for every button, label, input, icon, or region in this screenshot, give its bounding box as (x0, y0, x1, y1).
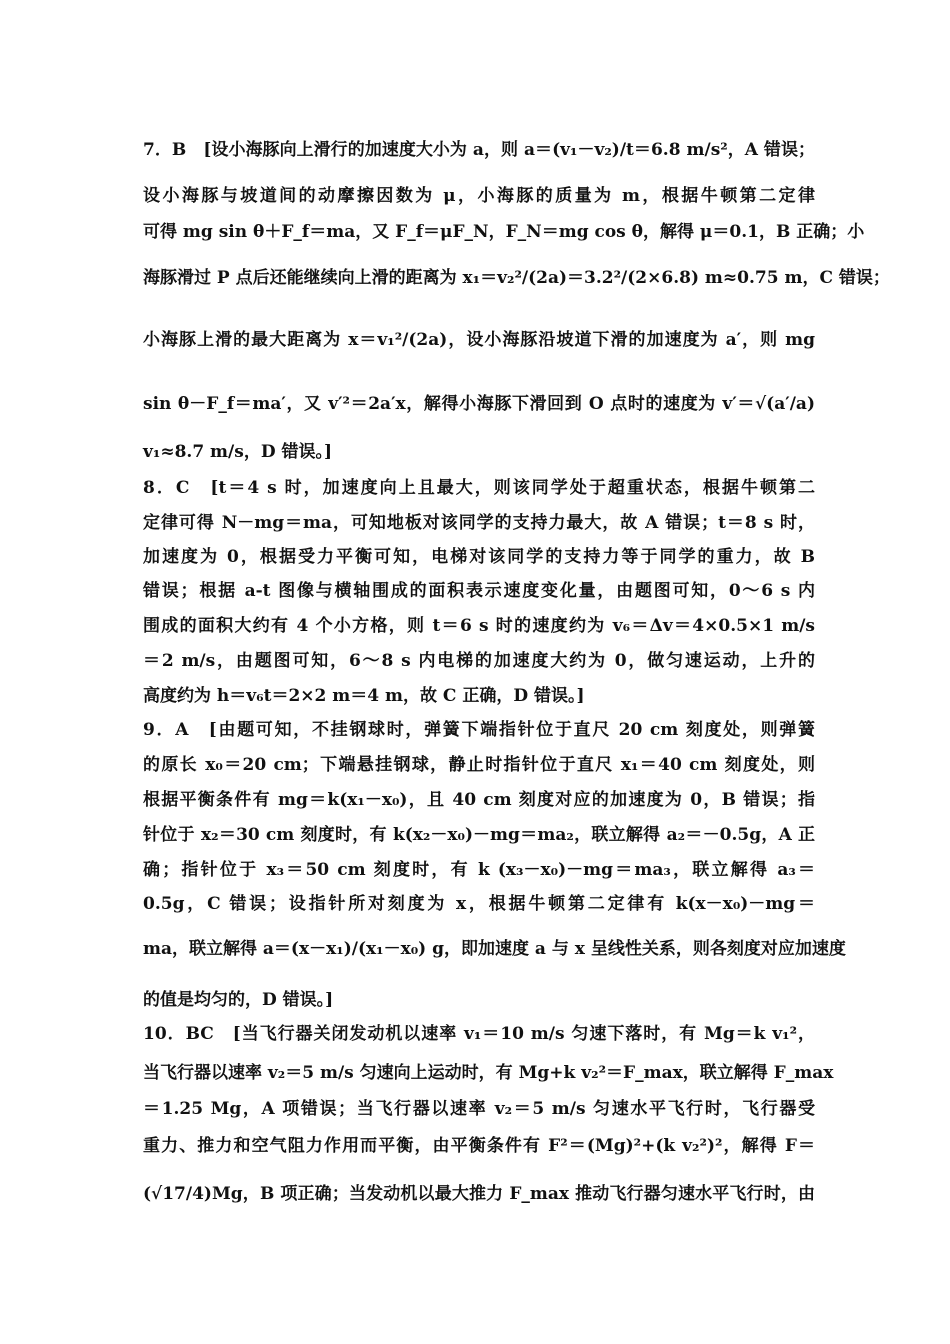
text-line: 8．C [t＝4 s 时，加速度向上且最大，则该同学处于超重状态，根据牛顿第二 (143, 478, 815, 498)
text-line: 高度约为 h＝v₆t＝2×2 m＝4 m，故 C 正确，D 错误。] (143, 686, 585, 706)
text-line: 小海豚上滑的最大距离为 x＝v₁²/(2a)，设小海豚沿坡道下滑的加速度为 a′，则 mg (143, 330, 815, 350)
text-line: v₁≈8.7 m/s，D 错误。] (143, 442, 333, 462)
text-line: 加速度为 0，根据受力平衡可知，电梯对该同学的支持力等于同学的重力，故 B (143, 547, 815, 567)
text-line: 针位于 x₂＝30 cm 刻度时，有 k(x₂－x₀)－mg＝ma₂，联立解得 a₂＝－0.5g，A 正 (143, 825, 815, 845)
text-line: 围成的面积大约有 4 个小方格，则 t＝6 s 时的速度约为 v₆＝Δv＝4×0.5×1 m/s (143, 616, 815, 636)
text-line: (√17/4)Mg，B 项正确；当发动机以最大推力 F_max 推动飞行器匀速水平飞行时，由 (143, 1184, 815, 1204)
text-line: sin θ－F_f＝ma′，又 v′²＝2a′x，解得小海豚下滑回到 O 点时的速度为 v′＝√(a′/a) (143, 394, 815, 414)
text-line: 重力、推力和空气阻力作用而平衡，由平衡条件有 F²＝(Mg)²+(k v₂²)²，解得 F＝ (143, 1136, 815, 1156)
text-line: 的原长 x₀＝20 cm；下端悬挂钢球，静止时指针位于直尺 x₁＝40 cm 刻度处，则 (143, 755, 815, 775)
text-line: 10．BC [当飞行器关闭发动机以速率 v₁＝10 m/s 匀速下落时，有 Mg＝k v₁²， (143, 1024, 815, 1044)
text-line: ma，联立解得 a＝(x－x₁)/(x₁－x₀) g，即加速度 a 与 x 呈线性关系，则各刻度对应加速度 (143, 939, 846, 959)
text-line: ＝1.25 Mg，A 项错误；当飞行器以速率 v₂＝5 m/s 匀速水平飞行时，飞行器受 (143, 1099, 815, 1119)
text-line: 9．A [由题可知，不挂钢球时，弹簧下端指针位于直尺 20 cm 刻度处，则弹簧 (143, 720, 815, 740)
text-line: 海豚滑过 P 点后还能继续向上滑的距离为 x₁＝v₂²/(2a)＝3.2²/(2×6.8) m≈0.75 m，C 错误； (143, 268, 890, 288)
text-line: 确；指针位于 x₃＝50 cm 刻度时，有 k (x₃－x₀)－mg＝ma₃，联立解得 a₃＝ (143, 860, 815, 880)
text-line: 定律可得 N－mg＝ma，可知地板对该同学的支持力最大，故 A 错误；t＝8 s 时， (143, 513, 815, 533)
text-line: 0.5g，C 错误；设指针所对刻度为 x，根据牛顿第二定律有 k(x－x₀)－mg＝ (143, 894, 815, 914)
text-line: 当飞行器以速率 v₂＝5 m/s 匀速向上运动时，有 Mg+k v₂²＝F_max，联立解得 F_max (143, 1063, 834, 1083)
text-line: 错误；根据 a-t 图像与横轴围成的面积表示速度变化量，由题图可知，0～6 s 内 (143, 581, 815, 601)
text-line: ＝2 m/s，由题图可知，6～8 s 内电梯的加速度大约为 0，做匀速运动，上升的 (143, 651, 815, 671)
text-line: 的值是均匀的，D 错误。] (143, 990, 334, 1010)
text-line: 7．B [设小海豚向上滑行的加速度大小为 a，则 a＝(v₁－v₂)/t＝6.8 m/s²，A 错误； (143, 140, 815, 160)
text-line: 可得 mg sin θ＋F_f＝ma，又 F_f＝μF_N，F_N＝mg cos θ，解得 μ＝0.1，B 正确；小 (143, 222, 865, 242)
text-line: 设小海豚与坡道间的动摩擦因数为 μ，小海豚的质量为 m，根据牛顿第二定律 (143, 186, 815, 206)
text-line: 根据平衡条件有 mg＝k(x₁－x₀)，且 40 cm 刻度对应的加速度为 0，B 错误；指 (143, 790, 815, 810)
